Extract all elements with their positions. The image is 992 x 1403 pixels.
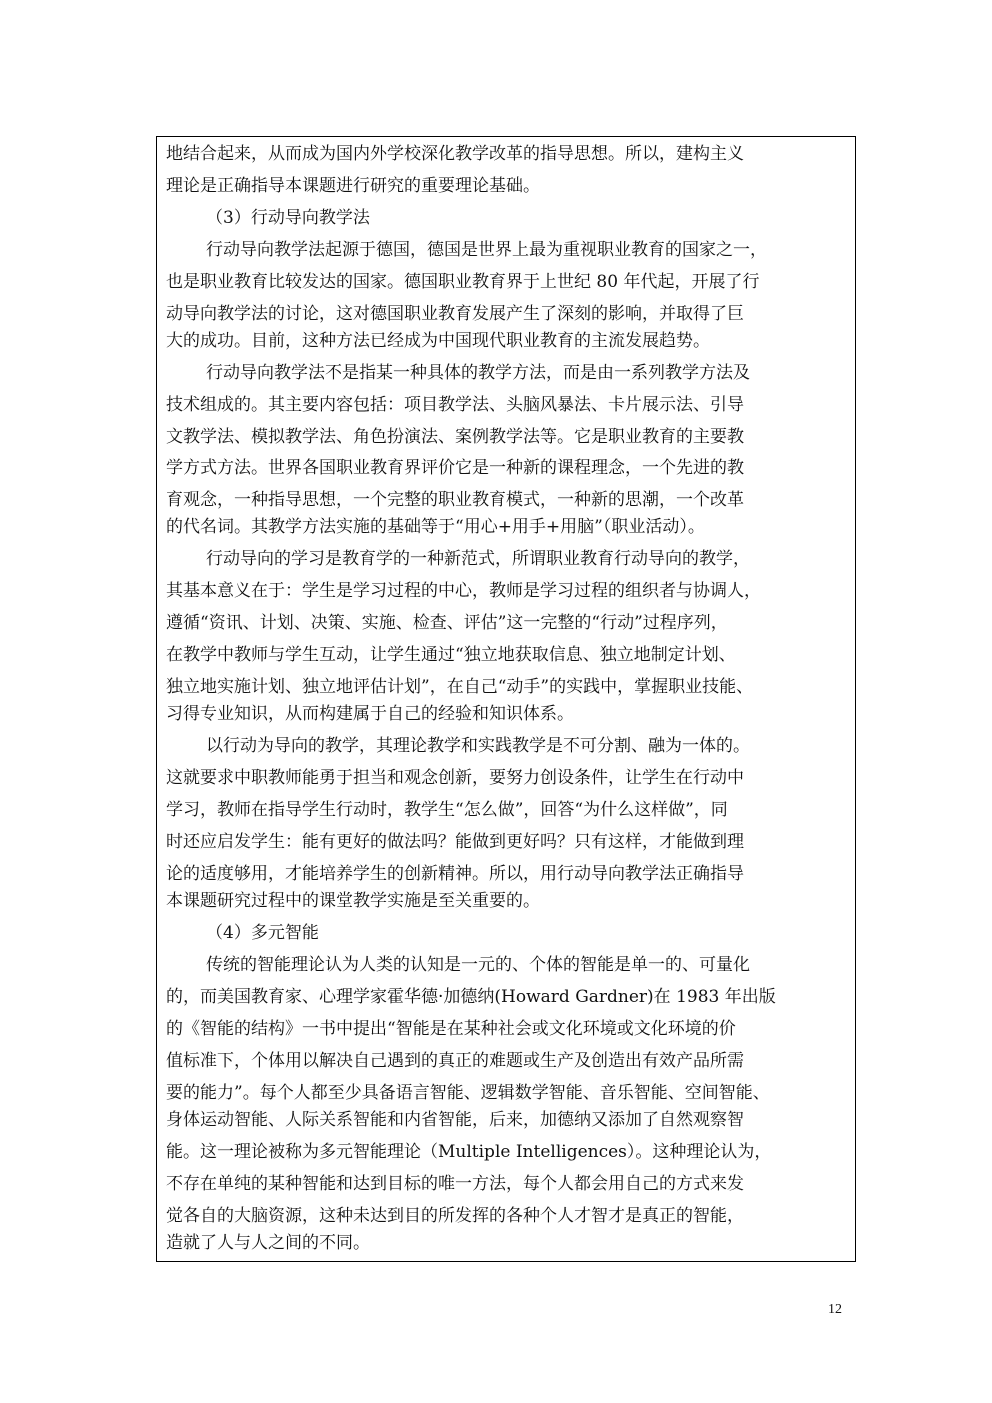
text-line: 以行动为导向的教学，其理论教学和实践教学是不可分割、融为一体的。 <box>206 736 750 756</box>
text-line: 学方式方法。世界各国职业教育界评价它是一种新的课程理念，一个先进的教 <box>166 458 744 478</box>
text-line: 能。这一理论被称为多元智能理论（Multiple Intelligences）。这种理论认为， <box>166 1142 772 1162</box>
section-heading: （3）行动导向教学法 <box>206 208 370 228</box>
text-line: 身体运动智能、人际关系智能和内省智能，后来，加德纳又添加了自然观察智 <box>166 1110 744 1130</box>
text-line: 本课题研究过程中的课堂教学实施是至关重要的。 <box>166 891 540 911</box>
text-line: 这就要求中职教师能勇于担当和观念创新，要努力创设条件，让学生在行动中 <box>166 768 744 788</box>
text-line: 动导向教学法的讨论，这对德国职业教育发展产生了深刻的影响，并取得了巨 <box>166 304 744 324</box>
text-line: 遵循“资讯、计划、决策、实施、检查、评估”这一完整的“行动”过程序列， <box>166 613 728 633</box>
text-line: 习得专业知识，从而构建属于自己的经验和知识体系。 <box>166 704 574 724</box>
text-line: 在教学中教师与学生互动，让学生通过“独立地获取信息、独立地制定计划、 <box>166 645 736 665</box>
text-line: 理论是正确指导本课题进行研究的重要理论基础。 <box>166 176 540 196</box>
text-line: 不存在单纯的某种智能和达到目标的唯一方法，每个人都会用自己的方式来发 <box>166 1174 744 1194</box>
text-line: 时还应启发学生：能有更好的做法吗？能做到更好吗？只有这样，才能做到理 <box>166 832 744 852</box>
section-heading: （4）多元智能 <box>206 923 319 943</box>
text-line: 育观念，一种指导思想，一个完整的职业教育模式，一种新的思潮，一个改革 <box>166 490 744 510</box>
text-line: 其基本意义在于：学生是学习过程的中心，教师是学习过程的组织者与协调人， <box>166 581 761 601</box>
text-line: 造就了人与人之间的不同。 <box>166 1233 370 1253</box>
text-line: 行动导向的学习是教育学的一种新范式，所谓职业教育行动导向的教学， <box>206 549 750 569</box>
text-line: 的代名词。其教学方法实施的基础等于“用心+用手+用脑”（职业活动）。 <box>166 517 705 537</box>
text-line: 论的适度够用，才能培养学生的创新精神。所以，用行动导向教学法正确指导 <box>166 864 744 884</box>
text-line: 也是职业教育比较发达的国家。德国职业教育界于上世纪 80 年代起，开展了行 <box>166 272 760 292</box>
text-line: 传统的智能理论认为人类的认知是一元的、个体的智能是单一的、可量化 <box>206 955 750 975</box>
text-line: 学习，教师在指导学生行动时，教学生“怎么做”，回答“为什么这样做”，同 <box>166 800 728 820</box>
text-line: 觉各自的大脑资源，这种未达到目的所发挥的各种个人才智才是真正的智能， <box>166 1206 744 1226</box>
text-line: 的，而美国教育家、心理学家霍华德·加德纳(Howard Gardner)在 1983 年出版 <box>166 987 776 1007</box>
page-number: 12 <box>828 1302 842 1317</box>
text-line: 文教学法、模拟教学法、角色扮演法、案例教学法等。它是职业教育的主要教 <box>166 427 744 447</box>
text-line: 行动导向教学法起源于德国，德国是世界上最为重视职业教育的国家之一， <box>206 240 767 260</box>
text-line: 要的能力”。每个人都至少具备语言智能、逻辑数学智能、音乐智能、空间智能、 <box>166 1083 770 1103</box>
text-line: 地结合起来，从而成为国内外学校深化教学改革的指导思想。所以，建构主义 <box>166 144 744 164</box>
text-line: 值标准下，个体用以解决自己遇到的真正的难题或生产及创造出有效产品所需 <box>166 1051 744 1071</box>
text-line: 独立地实施计划、独立地评估计划”，在自己“动手”的实践中，掌握职业技能、 <box>166 677 754 697</box>
text-line: 技术组成的。其主要内容包括：项目教学法、头脑风暴法、卡片展示法、引导 <box>166 395 744 415</box>
text-line: 大的成功。目前，这种方法已经成为中国现代职业教育的主流发展趋势。 <box>166 331 710 351</box>
text-line: 的《智能的结构》一书中提出“智能是在某种社会或文化环境或文化环境的价 <box>166 1019 736 1039</box>
text-line: 行动导向教学法不是指某一种具体的教学方法，而是由一系列教学方法及 <box>206 363 750 383</box>
